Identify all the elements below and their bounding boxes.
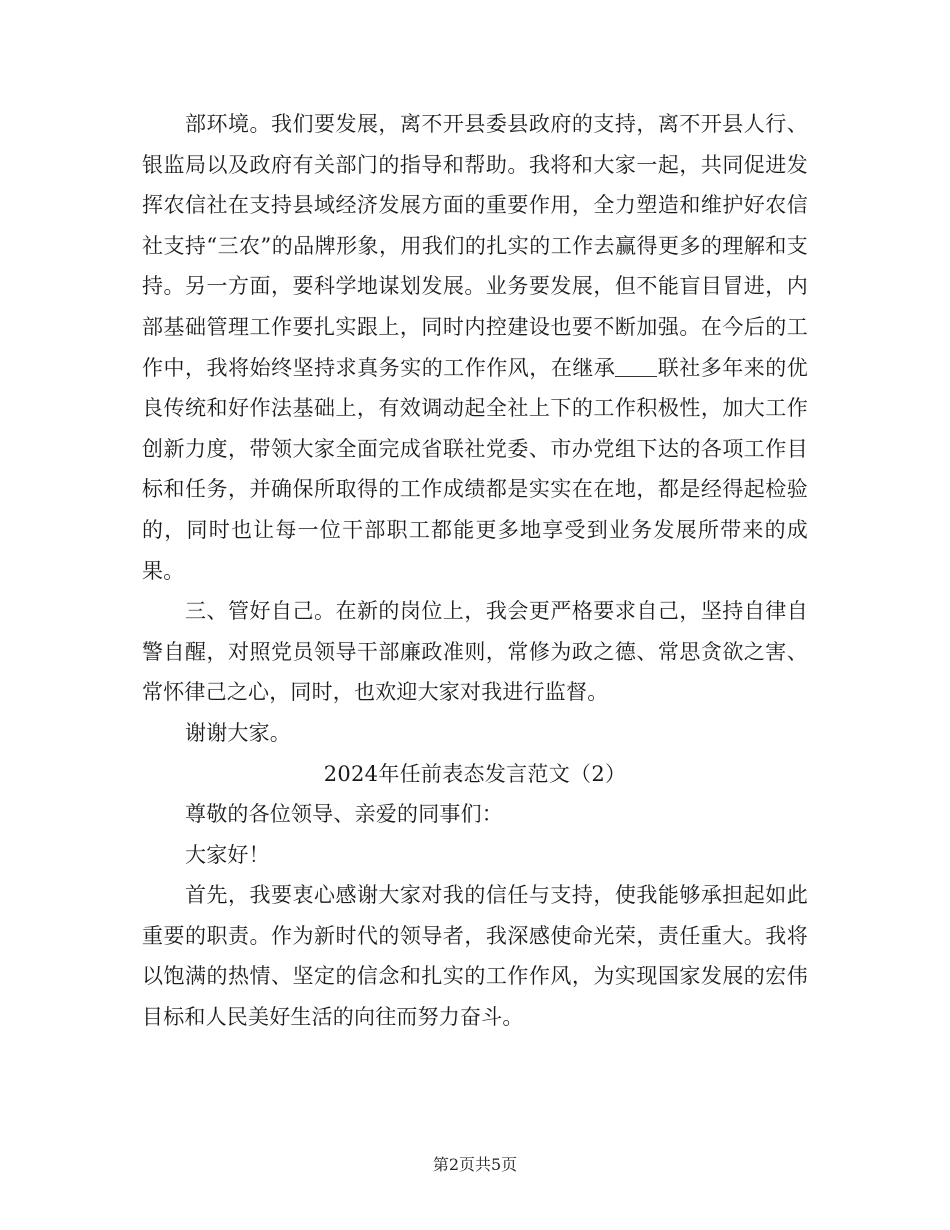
salutation-line: 尊敬的各位领导、亲爱的同事们： bbox=[185, 802, 503, 827]
document-body bbox=[142, 104, 808, 1038]
fill-in-blank bbox=[615, 355, 657, 377]
section-heading: 2024年任前表态发言范文（2） bbox=[323, 761, 627, 786]
section-three-paragraph: 三、管好自己。在新的岗位上，我会更严格要求自己，坚持自律自警自醒，对照党员领导干部廉政准则，常修为政之德、常思贪欲之害、常怀律己之心，同时，也欢迎大家对我进行监督。 bbox=[142, 599, 808, 705]
continuation-text-after-blank: 联社多年来的优良传统和好作法基础上，有效调动起全社上下的工作积极性，加大工作创新力度，带领大家全面完成省联社党委、市办党组下达的各项工作目标和任务，并确保所取得的工作成绩都是实实在在地，都是经得起检验的，同时也让每一位干部职工都能更多地享受到业务发展所带来的成果。 bbox=[142, 355, 808, 583]
thanks-line: 谢谢大家。 bbox=[185, 720, 291, 745]
opening-paragraph: 首先，我要衷心感谢大家对我的信任与支持，使我能够承担起如此重要的职责。作为新时代的领导者，我深感使命光荣，责任重大。我将以饱满的热情、坚定的信念和扎实的工作作风，为实现国家发展的宏伟目标和人民美好生活的向往而努力奋斗。 bbox=[142, 883, 808, 1030]
continuation-paragraph bbox=[142, 104, 808, 591]
greeting-line: 大家好！ bbox=[185, 842, 270, 867]
continuation-text: 部环境。我们要发展，离不开县委县政府的支持，离不开县人行、银监局以及政府有关部门的指导和帮助。我将和大家一起，共同促进发挥农信社在支持县域经济发展方面的重要作用，全力塑造和维护好农信社支持“三农”的品牌形象，用我们的扎实的工作去赢得更多的理解和支持。另一方面，要科学地谋划发展。业务要发展，但不能盲目冒进，内部基础管理工作要扎实跟上，同时内控建设也要不断加强。在今后的工作中，我将始终坚持求真务实的工作作风，在继承 bbox=[142, 112, 808, 380]
page-number-footer: 第2页共5页 bbox=[432, 1155, 518, 1174]
